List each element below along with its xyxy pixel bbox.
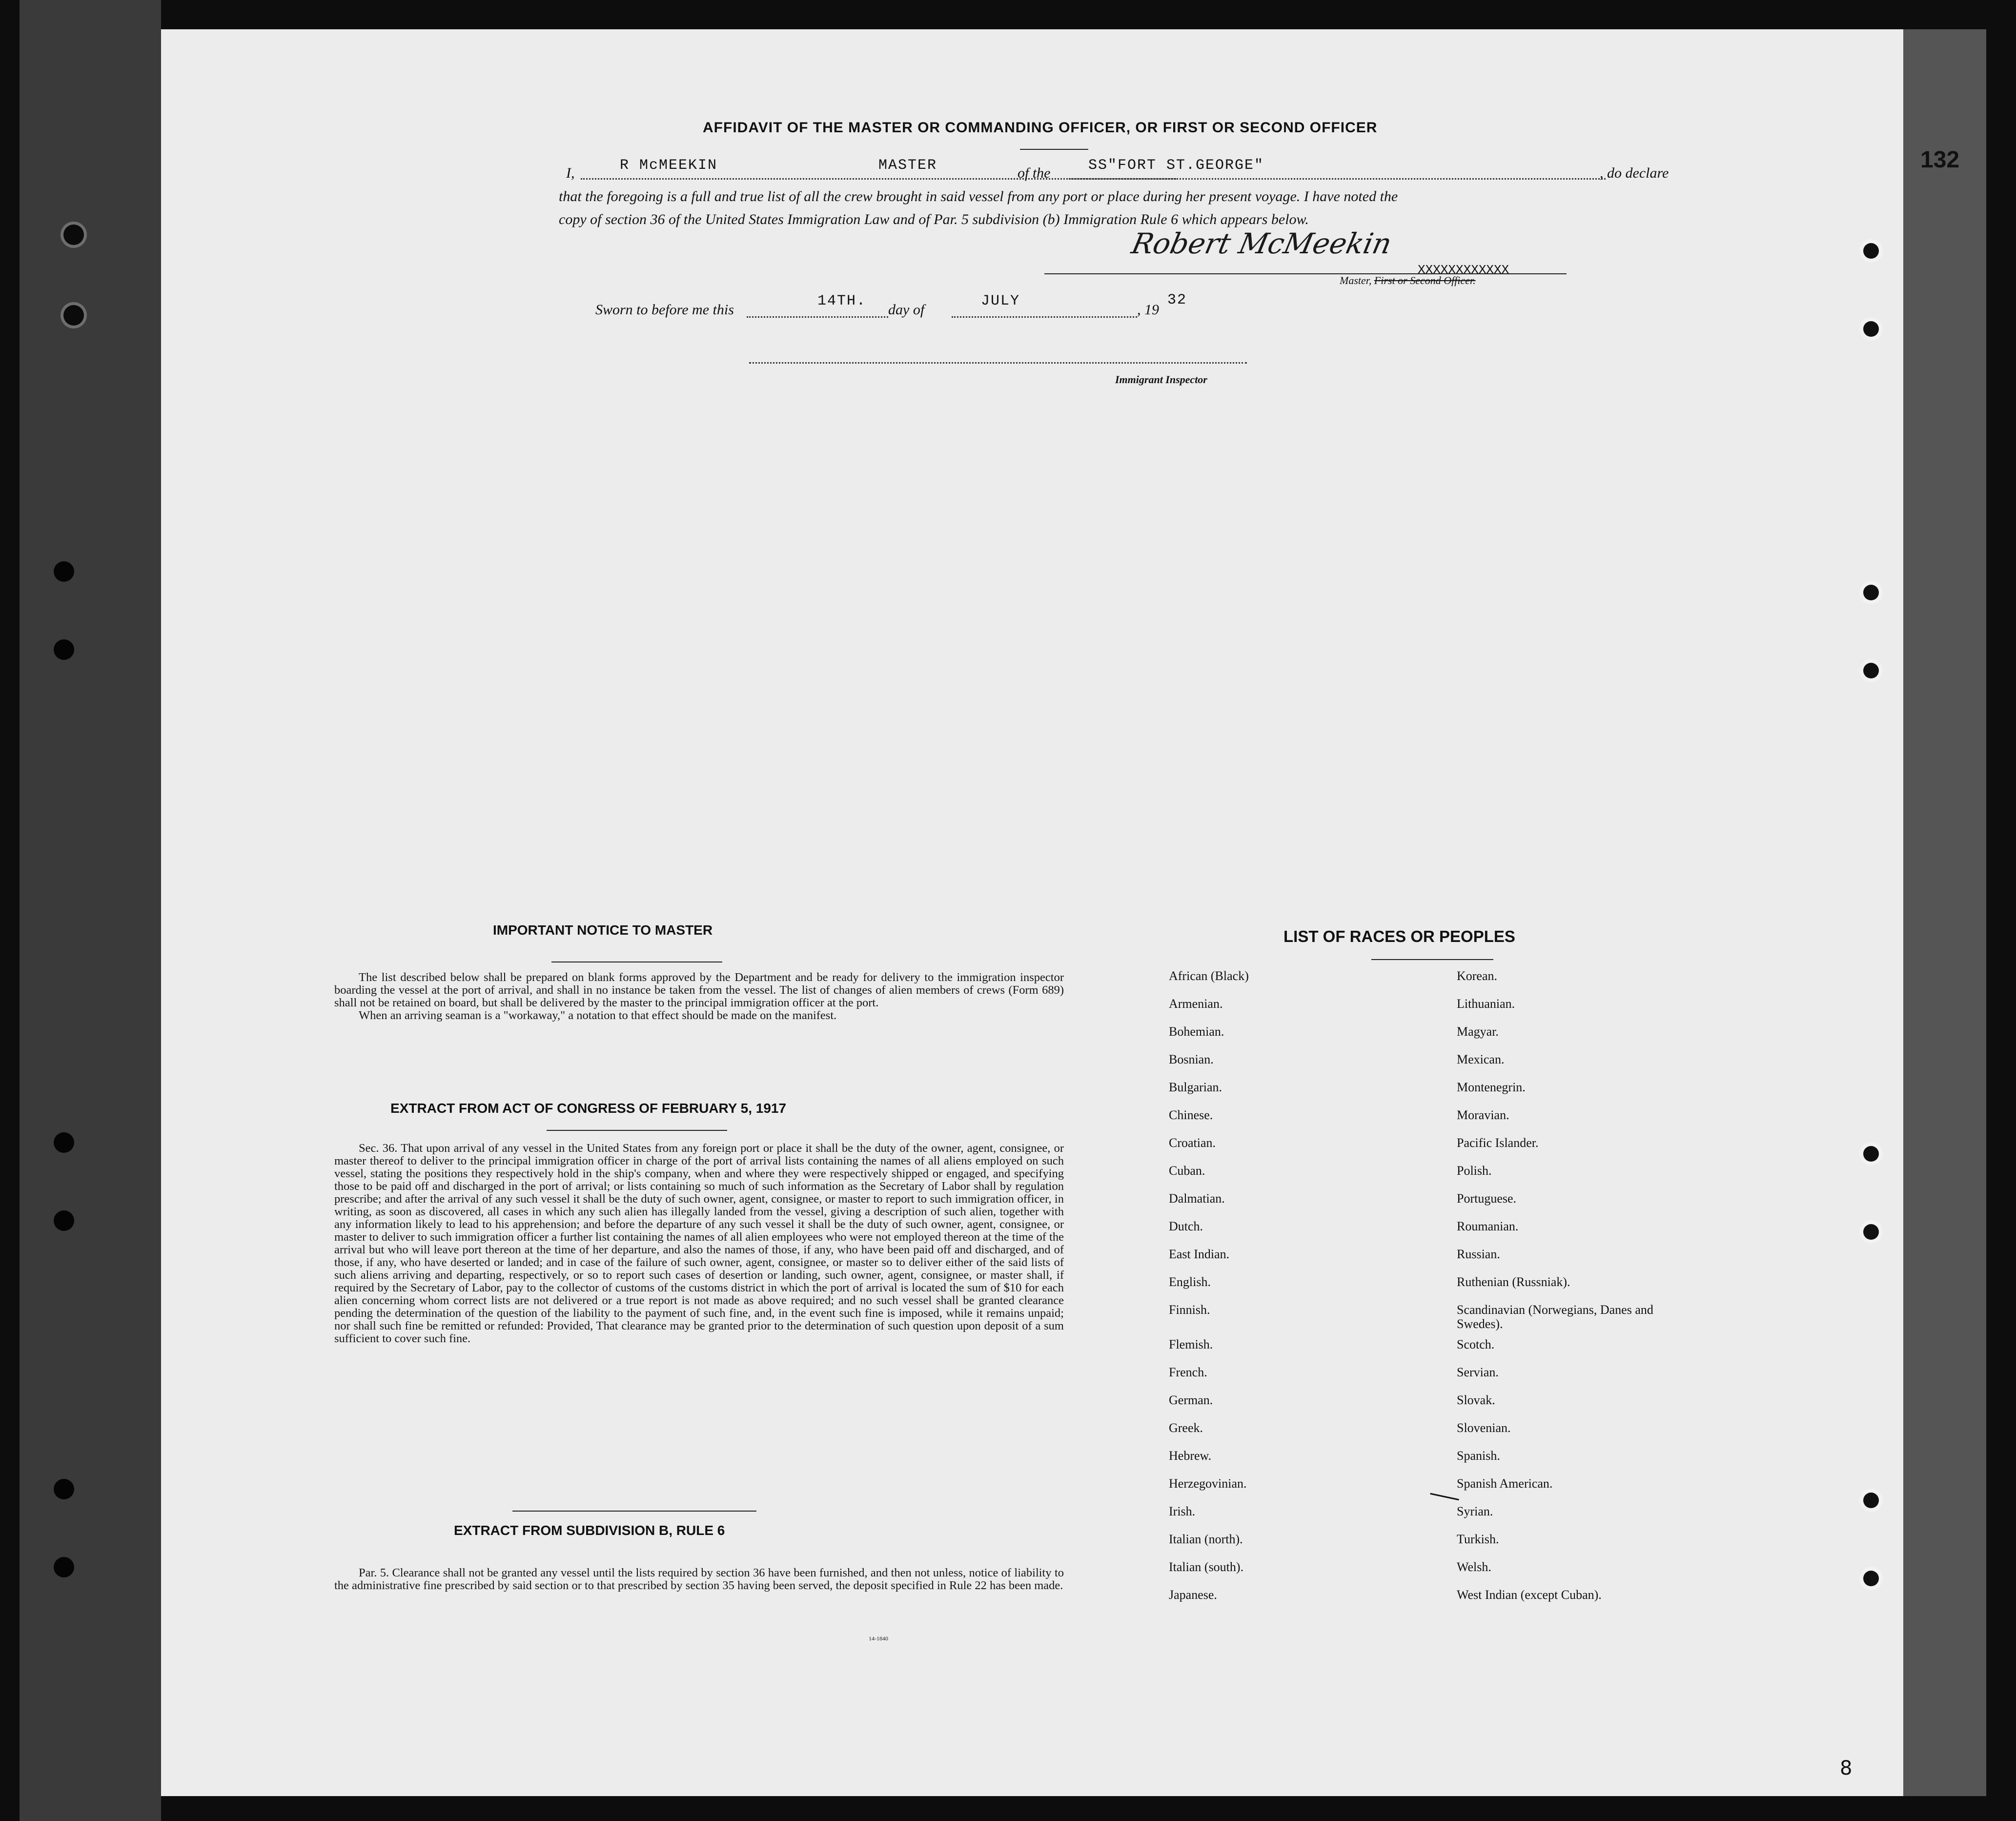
section-36-text: Sec. 36. That upon arrival of any vessel in the United States from any foreign port or place it shall be the duty of the owner, agent, consignee, or master thereof to deliver to the principal immigration officer in charge of the port of arrival lists containing the names of all aliens employed on such vessel, stating the positions they respectively hold in the ship's company, when and where they were respectively shipped or engaged, and specifying those to be paid off and discharged in the port of arrival; or lists containing so much of such information as the Secretary of Labor shall by regulation prescribe; and after the arrival of any such vessel it shall be the duty of such owner, agent, consignee, or master to report to such immigration officer, in writing, as soon as discovered, all cases in which any such alien has illegally landed from the vessel, giving a description of such alien, together with any information likely to lead to his apprehension; and before the departure of any such vessel it shall be the duty of such owner, agent, consignee, or master to deliver to such immigration officer a further list containing the names of all alien employees who were not employed thereon at the time of the arrival but who will leave port thereon at the time of her departure, and also the names of those, if any, who have been paid off and discharged, and of those, if any, who have deserted or landed; and in case of the failure of such owner, agent, consignee, or master so to deliver either of the said lists of such aliens arriving and departing, respectively, or so to report such cases of desertion or landing, such owner, agent, consignee, or master shall, if required by the Secretary of Labor, pay to the collector of customs of the customs district in which the port of arrival is located the sum of $10 for each alien concerning whom correct lists are not delivered or a true report is not made as above required; and no such vessel shall be granted clearance pending the determination of the question of the liability to the payment of such fine, and, in the event such fine is imposed, while it remains unpaid; nor shall such fine be remitted or refunded: Provided, That clearance may be granted prior to the determination of such question upon deposit of a sum sufficient to cover such fine.	[334, 1142, 1064, 1345]
inspector-line	[749, 362, 1247, 364]
sworn-month-line	[952, 316, 1137, 318]
race-item: Spanish.	[1457, 1449, 1500, 1463]
act-extract-rule	[547, 1130, 727, 1131]
year-prefix: , 19	[1137, 302, 1159, 318]
race-item: Bulgarian.	[1169, 1080, 1222, 1094]
signer-title-struck: First or Second Officer.	[1374, 274, 1476, 286]
underlying-page-edge	[1903, 29, 1986, 1796]
race-item: Montenegrin.	[1457, 1080, 1526, 1094]
sworn-month: JULY	[981, 293, 1020, 309]
act-extract-text	[334, 1142, 1064, 1345]
sworn-day: 14TH.	[817, 293, 867, 309]
rule-extract-text	[334, 1567, 1064, 1592]
race-item: Syrian.	[1457, 1504, 1493, 1518]
par-5-text: Par. 5. Clearance shall not be granted any vessel until the lists required by section 36 have been furnished, and then not unless, notice of liability to the administrative fine prescribed by said section or to that prescribed by section 35 having been served, the deposit specified in Rule 22 has been made.	[334, 1566, 1064, 1592]
race-item: Croatian.	[1169, 1136, 1216, 1150]
punch-hole	[1859, 581, 1883, 604]
notice-paragraph-1: The list described below shall be prepared on blank forms approved by the Department and be ready for delivery to the immigration inspector boarding the vessel at the port of arrival, and shall in no instance be taken from the vessel. The list of changes of alien members of crews (Form 689) shall not be retained on board, but shall be delivered by the master to the principal immigration officer at the port.	[334, 971, 1064, 1009]
binder-hole	[63, 225, 84, 245]
form-number: 14-1840	[869, 1635, 888, 1642]
race-item: Italian (south).	[1169, 1560, 1244, 1574]
notice-text	[334, 971, 1064, 1022]
race-item: Italian (north).	[1169, 1532, 1243, 1546]
race-item: Portuguese.	[1457, 1191, 1517, 1206]
race-item: Servian.	[1457, 1365, 1499, 1379]
sworn-label: Sworn to before me this	[595, 302, 734, 318]
punch-hole	[1859, 1220, 1883, 1244]
signer-title-prefix: Master,	[1340, 274, 1374, 286]
race-item: Moravian.	[1457, 1108, 1509, 1122]
race-item: French.	[1169, 1365, 1207, 1379]
underlying-page-number: 132	[1920, 147, 1960, 173]
sworn-day-line	[747, 316, 888, 318]
race-item: Armenian.	[1169, 997, 1223, 1011]
punch-hole	[1859, 239, 1883, 263]
race-item: Cuban.	[1169, 1164, 1205, 1178]
race-item: Herzegovinian.	[1169, 1476, 1247, 1491]
race-item: Dalmatian.	[1169, 1191, 1225, 1206]
race-item: Polish.	[1457, 1164, 1492, 1178]
affidavit-pronoun: I,	[566, 165, 575, 181]
race-item: Flemish.	[1169, 1337, 1213, 1351]
master-signature: Robert McMeekin	[1128, 227, 1395, 260]
race-item: Greek.	[1169, 1421, 1203, 1435]
declaration-line-2: copy of section 36 of the United States Immigration Law and of Par. 5 subdivision (b) Immigration Rule 6 which appears below.	[559, 211, 1309, 227]
year-suffix: 32	[1167, 292, 1187, 308]
races-column-1	[1169, 969, 1249, 1616]
inspector-label: Immigrant Inspector	[1115, 373, 1207, 386]
binder-hole	[54, 561, 74, 582]
act-extract-title: EXTRACT FROM ACT OF CONGRESS OF FEBRUARY 5, 1917	[390, 1101, 787, 1116]
affidavit-title: AFFIDAVIT OF THE MASTER OR COMMANDING OFFICER, OR FIRST OR SECOND OFFICER	[703, 120, 1378, 136]
of-the-label: of the	[1018, 165, 1051, 181]
race-item: Mexican.	[1457, 1052, 1505, 1066]
punch-hole	[1859, 1489, 1883, 1512]
punch-hole	[1859, 1567, 1883, 1590]
race-item: African (Black)	[1169, 969, 1249, 983]
race-item: Bosnian.	[1169, 1052, 1214, 1066]
day-of-label: day of	[888, 302, 925, 318]
notice-paragraph-2: When an arriving seaman is a "workaway," a notation to that effect should be made on the manifest.	[359, 1009, 837, 1022]
races-column-2	[1457, 969, 1691, 1616]
race-item: German.	[1169, 1393, 1213, 1407]
binder-hole	[54, 1132, 74, 1153]
punch-hole	[1859, 1142, 1883, 1166]
race-item: Lithuanian.	[1457, 997, 1515, 1011]
declare-label: , do declare	[1600, 165, 1669, 181]
title-underline	[1020, 149, 1088, 150]
binder-hole	[54, 1479, 74, 1499]
race-item: Slovak.	[1457, 1393, 1495, 1407]
vessel-name: SS"FORT ST.GEORGE"	[1088, 157, 1264, 174]
race-item: Irish.	[1169, 1504, 1196, 1518]
race-item: East Indian.	[1169, 1247, 1230, 1261]
race-item: Russian.	[1457, 1247, 1500, 1261]
binder-hole	[54, 1557, 74, 1577]
officer-rank: MASTER	[878, 157, 937, 174]
declaration-line-1: that the foregoing is a full and true list of all the crew brought in said vessel from any port or place during her present voyage. I have noted the	[559, 188, 1398, 205]
race-item: Turkish.	[1457, 1532, 1499, 1546]
manifest-page	[161, 29, 1903, 1796]
race-item: Chinese.	[1169, 1108, 1213, 1122]
race-item: Hebrew.	[1169, 1449, 1212, 1463]
margin-handwritten-mark: 8	[1840, 1757, 1853, 1780]
punch-hole	[1859, 659, 1883, 682]
officer-name: R McMEEKIN	[620, 157, 718, 174]
rule-extract-title: EXTRACT FROM SUBDIVISION B, RULE 6	[454, 1523, 725, 1538]
race-item: West Indian (except Cuban).	[1457, 1588, 1602, 1602]
race-item: Roumanian.	[1457, 1219, 1519, 1233]
vessel-line	[1069, 178, 1606, 180]
race-item: Scandinavian (Norwegians, Danes and Swedes).	[1457, 1303, 1653, 1331]
binder-hole	[54, 1210, 74, 1231]
race-item: Scotch.	[1457, 1337, 1495, 1351]
punch-hole	[1859, 317, 1883, 341]
race-item: Japanese.	[1169, 1588, 1217, 1602]
race-item: Welsh.	[1457, 1560, 1491, 1574]
pen-arrow-mark	[1430, 1493, 1459, 1500]
race-item: Ruthenian (Russniak).	[1457, 1275, 1570, 1289]
races-title: LIST OF RACES OR PEOPLES	[1283, 927, 1515, 945]
binder-hole	[54, 639, 74, 660]
rule-extract-top-rule	[512, 1511, 756, 1512]
binder-hole	[63, 305, 84, 326]
race-item: Dutch.	[1169, 1219, 1203, 1233]
race-item: Korean.	[1457, 969, 1498, 983]
race-item: Bohemian.	[1169, 1024, 1224, 1039]
signer-title-overtype: XXXXXXXXXXXX	[1418, 263, 1509, 277]
race-item: English.	[1169, 1275, 1211, 1289]
race-item: Spanish American.	[1457, 1476, 1553, 1491]
notice-title: IMPORTANT NOTICE TO MASTER	[493, 922, 713, 938]
race-item: Pacific Islander.	[1457, 1136, 1539, 1150]
race-item: Magyar.	[1457, 1024, 1499, 1039]
races-rule	[1371, 959, 1493, 960]
race-item: Slovenian.	[1457, 1421, 1511, 1435]
race-item: Finnish.	[1169, 1303, 1210, 1317]
binder-strip	[20, 0, 161, 1821]
